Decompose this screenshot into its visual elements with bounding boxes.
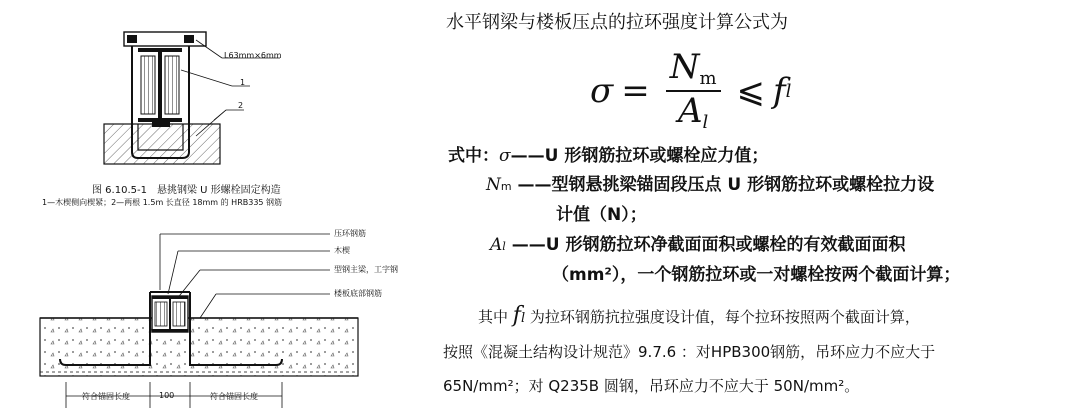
label-pressure-ring: 压环钢筋 <box>334 229 366 238</box>
dim-100: 100 <box>159 391 175 400</box>
def-nm-text: ——型钢悬挑梁锚固段压点 U 形钢筋拉环或螺栓拉力设 <box>511 175 935 195</box>
definition-nm <box>486 170 934 195</box>
label-bottom-rebar: 楼板底部钢筋 <box>334 289 382 298</box>
paragraph-line-2: 按照《混凝土结构设计规范》9.7.6 ：对HPB300钢筋，吊环应力不应大于 <box>443 343 936 361</box>
dim-anchor-right: 符合锚固长度 <box>210 392 258 401</box>
para-pre: 其中 <box>478 308 509 326</box>
def-al-symbol: A <box>490 235 503 255</box>
formula-num: N <box>669 47 700 87</box>
callout-1: 1 <box>240 78 246 87</box>
formula-equals: = <box>621 71 650 111</box>
def-nm-sub: m <box>500 180 512 193</box>
formula-rhs: f <box>773 71 786 111</box>
para-line1-rest: 为拉环钢筋抗拉强度设计值，每个拉环按照两个截面计算， <box>529 308 920 326</box>
formula-leq: ⩽ <box>736 71 766 111</box>
paragraph-line-3: 65N/mm²；对 Q235B 圆钢，吊环应力不应大于 50N/mm²。 <box>443 377 860 395</box>
strength-formula <box>590 47 792 133</box>
definition-al <box>490 230 905 255</box>
def-sigma-text: ——U 形钢筋拉环或螺栓应力值； <box>510 146 769 166</box>
figure1-legend: 1—木楔侧向楔紧；2—两根 1.5m 长直径 18mm 的 HRB335 钢筋 <box>42 198 283 207</box>
paragraph-line-1 <box>478 303 920 328</box>
formula-den: A <box>677 91 703 131</box>
figure2-drawing <box>40 234 358 408</box>
def-sigma-symbol: σ <box>499 146 511 166</box>
label-wood-wedge: 木楔 <box>334 246 350 255</box>
definition-nm-cont: 计值（N）； <box>556 205 647 225</box>
formula-fraction <box>666 47 721 133</box>
formula-sigma: σ <box>590 71 614 111</box>
formula-num-sub: m <box>699 68 717 89</box>
figure1-caption: 图 6.10.5-1 悬挑钢梁 U 形螺栓固定构造 <box>92 185 281 196</box>
formula-heading: 水平钢梁与楼板压点的拉环强度计算公式为 <box>446 12 788 33</box>
definition-sigma <box>448 141 768 166</box>
dim-anchor-left: 符合锚固长度 <box>82 392 130 401</box>
formula-den-sub: l <box>702 112 709 133</box>
para-fl-sub: l <box>520 311 526 326</box>
label-main-beam: 型钢主梁，工字钢 <box>334 265 398 274</box>
def-al-sub: l <box>502 240 506 253</box>
para-fl-symbol: f <box>512 303 521 328</box>
formula-rhs-sub: l <box>785 80 792 102</box>
callout-2: 2 <box>238 101 244 110</box>
def-prefix: 式中： <box>448 146 499 166</box>
definition-al-cont: （mm²），一个钢筋拉环或一对螺栓按两个截面计算； <box>552 265 961 285</box>
def-nm-symbol: N <box>486 175 501 195</box>
angle-size-label: L63mm×6mm <box>224 51 282 60</box>
def-al-text: ——U 形钢筋拉环净截面面积或螺栓的有效截面面积 <box>505 235 906 255</box>
